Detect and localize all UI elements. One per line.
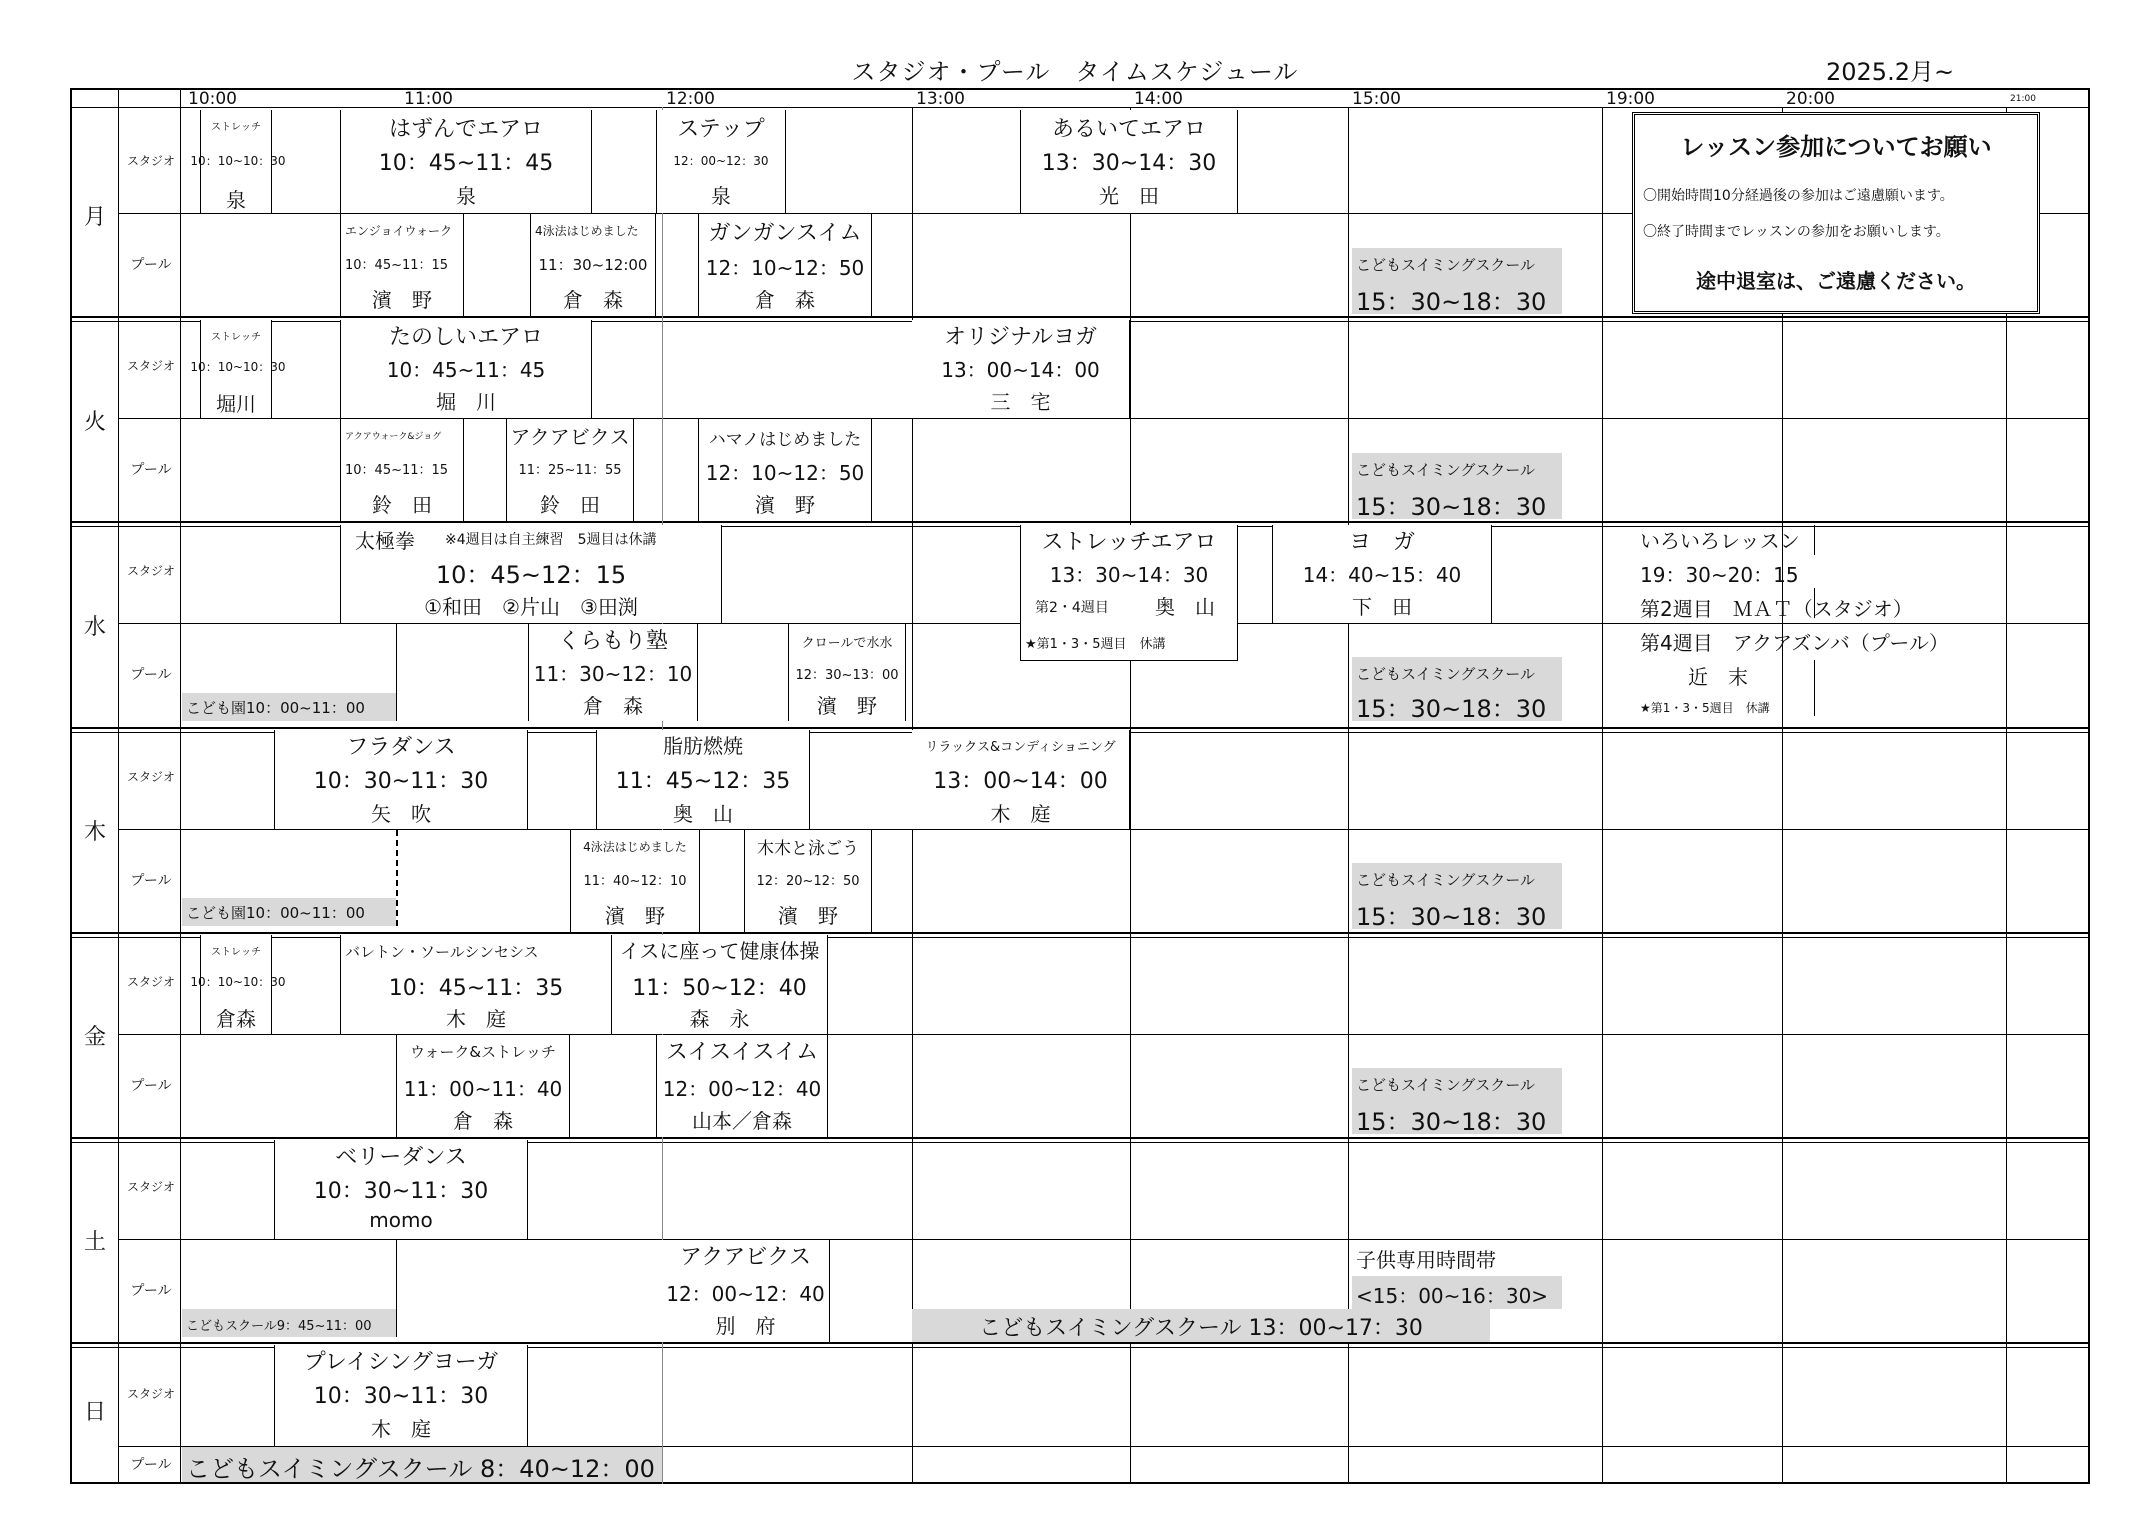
- class-block[interactable]: [698, 214, 872, 316]
- class-time: 10：30~11：30: [313, 1179, 489, 1204]
- class-name: イスに座って健康体操: [619, 939, 820, 963]
- class-block[interactable]: [1020, 110, 1238, 213]
- class-instructor: 泉: [711, 184, 731, 208]
- class-time: 12：30~13：00: [795, 668, 899, 683]
- class-time: 10：45~11：15: [345, 463, 449, 478]
- class-instructor: 堀 川: [436, 390, 496, 414]
- class-instructor: 木 庭: [446, 1007, 506, 1031]
- kids-school-block[interactable]: [1352, 657, 1562, 721]
- class-instructor: 濱 野: [605, 904, 665, 928]
- class-name: アクアウォーク&ジョグ: [345, 432, 442, 442]
- class-block[interactable]: [1020, 525, 1238, 661]
- class-time: [184, 971, 292, 991]
- class-block[interactable]: [340, 935, 612, 1034]
- kids-school-block[interactable]: [1352, 453, 1562, 519]
- class-week: 第2・4週目: [1035, 600, 1109, 616]
- time-label: 12:00: [666, 89, 715, 109]
- class-name: ストレッチ: [211, 332, 261, 343]
- kids-time-block[interactable]: [1352, 1276, 1562, 1309]
- class-time: <15：00~16：30>: [1356, 1284, 1549, 1308]
- day-wed: 水: [83, 615, 106, 640]
- time-label: 15:00: [1352, 89, 1401, 109]
- instructor-text: 堀川: [216, 392, 256, 416]
- class-instructor: 別 府: [715, 1314, 776, 1338]
- class-time: 10：45~11：45: [386, 358, 546, 382]
- class-time: 11：30~12:00: [538, 256, 648, 274]
- class-block[interactable]: [274, 730, 528, 829]
- time-label: 10:00: [188, 89, 237, 109]
- notice-line: 途中退室は、ご遠慮ください。: [1696, 269, 1976, 293]
- class-block[interactable]: [506, 419, 634, 521]
- kids-garden-block[interactable]: [182, 693, 396, 721]
- kids-school-block[interactable]: [1352, 1068, 1562, 1134]
- class-block[interactable]: [662, 1240, 830, 1342]
- class-name: スイスイスイム: [665, 1040, 819, 1065]
- class-instructor: 濱 野: [778, 904, 838, 928]
- row-label-studio: スタジオ: [126, 154, 175, 168]
- class-time: 19：30~20：15: [1640, 563, 1799, 587]
- class-week: 第4週目 アクアズンバ（プール）: [1640, 631, 1949, 655]
- kids-time-label: [1352, 1242, 1572, 1276]
- kids-school-block[interactable]: [912, 1309, 1490, 1342]
- row-label-studio: スタジオ: [126, 359, 175, 373]
- row-label-studio: スタジオ: [126, 564, 175, 578]
- class-block[interactable]: [788, 624, 906, 721]
- class-time: 11：30~12：10: [533, 662, 693, 686]
- class-instructor: 倉 森: [563, 288, 623, 312]
- class-name: いろいろレッスン: [1640, 529, 1800, 553]
- sub-col-rule: [180, 88, 181, 1484]
- class-time: 15：30~18：30: [1356, 903, 1547, 931]
- class-time-text: 10：10~10：30: [190, 360, 286, 374]
- class-time: [184, 150, 292, 170]
- class-time-text: 10：10~10：30: [190, 975, 286, 989]
- row-label-studio: スタジオ: [126, 770, 175, 784]
- class-instructor: 木 庭: [990, 802, 1051, 826]
- class-block[interactable]: [1272, 525, 1492, 623]
- class-time: 12：00~12：40: [662, 1077, 822, 1101]
- class-name: ストレッチエアロ: [1041, 530, 1217, 555]
- class-block[interactable]: [396, 1035, 570, 1137]
- class-time: 10：45~11：15: [345, 258, 449, 273]
- class-name: ヨ ガ: [1348, 530, 1415, 555]
- class-block[interactable]: [656, 110, 786, 213]
- kids-school-block[interactable]: [182, 1309, 396, 1337]
- class-instructor: [200, 1001, 272, 1029]
- class-name: エンジョイウォーク: [345, 224, 452, 238]
- class-block[interactable]: [698, 419, 872, 521]
- class-block[interactable]: [340, 419, 464, 521]
- class-time: 12：00~12：30: [673, 154, 769, 168]
- class-time: 15：30~18：30: [1356, 695, 1547, 723]
- class-block[interactable]: [570, 830, 700, 932]
- schedule-date: 2025.2月~: [1826, 58, 1955, 86]
- class-instructor: 光 田: [1099, 184, 1159, 208]
- class-block[interactable]: [340, 525, 722, 623]
- class-time: 12：10~12：50: [705, 461, 865, 485]
- notice-box: [1632, 112, 2040, 314]
- class-name: クロールで水水: [801, 636, 893, 651]
- class-block[interactable]: [530, 214, 656, 316]
- class-name: 子供専用時間帯: [1356, 1248, 1496, 1272]
- class-time: [184, 356, 292, 376]
- time-rule: [1602, 107, 1603, 1484]
- class-time: 11：45~12：35: [615, 769, 791, 794]
- divider: [1814, 525, 1815, 555]
- class-time: 13：30~14：30: [1049, 563, 1209, 587]
- class-name: くらもり塾: [557, 629, 668, 654]
- day-sun: 日: [83, 1400, 106, 1425]
- class-block[interactable]: [596, 730, 810, 829]
- time-label: 11:00: [404, 89, 453, 109]
- class-time-text: 10：10~10：30: [190, 154, 286, 168]
- row-label-pool: プール: [130, 462, 172, 478]
- class-time: 11：25~11：55: [518, 463, 622, 478]
- class-block[interactable]: [1636, 525, 2090, 721]
- class-name: ベリーダンス: [335, 1145, 467, 1170]
- class-block[interactable]: [528, 624, 698, 721]
- class-instructor: 鈴 田: [540, 493, 600, 517]
- class-name: こどもスイミングスクール 8：40~12：00: [186, 1455, 655, 1483]
- time-label: 14:00: [1134, 89, 1183, 109]
- class-instructor: 木 庭: [371, 1417, 431, 1441]
- class-block[interactable]: [274, 1140, 528, 1239]
- class-name: あるいてエアロ: [1051, 117, 1206, 142]
- time-label: 21:00: [2010, 94, 2036, 104]
- page-title: スタジオ・プール タイムスケジュール: [851, 58, 1299, 86]
- class-name: アクアビクス: [510, 425, 630, 449]
- time-label: 20:00: [1786, 89, 1835, 109]
- time-rule: [1348, 107, 1349, 1484]
- class-name: こどもスイミングスクール: [1356, 1076, 1535, 1094]
- class-name: 木木と泳ごう: [757, 839, 859, 859]
- notice-line: 〇開始時間10分経過後の参加はご遠慮願います。: [1643, 188, 1954, 204]
- class-block[interactable]: [274, 1345, 528, 1446]
- instructor-text: 泉: [226, 188, 246, 212]
- class-time: 10：30~11：30: [313, 769, 489, 794]
- class-instructor: 濱 野: [817, 694, 877, 718]
- class-block[interactable]: [612, 935, 828, 1034]
- class-time: 14：40~15：40: [1302, 563, 1462, 587]
- class-instructor: 矢 吹: [371, 802, 431, 826]
- class-name: こどもスイミングスクール: [1356, 461, 1535, 479]
- divider: [396, 830, 398, 926]
- class-instructor: 近 末: [1688, 665, 1748, 689]
- class-instructor: 山本／倉森: [692, 1109, 792, 1133]
- class-name: 4泳法はじめました: [583, 840, 687, 854]
- class-name: 脂肪燃焼: [663, 734, 743, 758]
- class-name: ストレッチ: [211, 947, 261, 958]
- class-time: 15：30~18：30: [1356, 493, 1547, 521]
- row-label-studio: スタジオ: [126, 1180, 175, 1194]
- class-name: こどもスイミングスクール: [1356, 665, 1535, 683]
- kids-school-block[interactable]: [1352, 863, 1562, 929]
- class-name: たのしいエアロ: [388, 325, 543, 350]
- day-col-rule: [118, 88, 119, 1484]
- class-name: 4泳法はじめました: [535, 224, 639, 238]
- class-time: 11：40~12：10: [583, 874, 687, 889]
- notice-line: 〇終了時間までレッスンの参加をお願いします。: [1643, 224, 1950, 240]
- class-name: はずんでエアロ: [388, 117, 543, 142]
- class-name: バレトン・ソールシンセシス: [345, 943, 539, 961]
- class-name: ウォーク&ストレッチ: [410, 1043, 556, 1061]
- class-time: 13：00~14：00: [933, 769, 1108, 794]
- class-name: こども園10：00~11：00: [186, 699, 365, 717]
- class-instructor: momo: [369, 1208, 433, 1232]
- time-rule: [1130, 107, 1131, 1484]
- class-name: ガンガンスイム: [708, 221, 862, 246]
- class-name: こどもスイミングスクール: [1356, 871, 1535, 889]
- class-time: 11：00~11：40: [403, 1077, 563, 1101]
- class-instructor: 三 宅: [990, 390, 1051, 414]
- class-name: 太極拳: [355, 529, 415, 553]
- class-name: こどもスイミングスクール 13：00~17：30: [979, 1316, 1423, 1341]
- day-thu: 木: [83, 820, 106, 845]
- row-label-pool: プール: [130, 1457, 172, 1473]
- class-time: 13：30~14：30: [1041, 151, 1217, 176]
- class-time: 12：00~12：40: [666, 1282, 825, 1306]
- row-label-pool: プール: [130, 667, 172, 683]
- class-note: ※4週目は自主練習 5週目は休講: [445, 532, 657, 548]
- class-instructor: ①和田 ②片山 ③田渕: [424, 595, 638, 619]
- class-block[interactable]: [340, 320, 592, 418]
- day-mon: 月: [83, 205, 106, 230]
- class-time: 15：30~18：30: [1356, 288, 1547, 316]
- row-label-studio: スタジオ: [126, 1387, 175, 1401]
- row-label-pool: プール: [130, 257, 172, 273]
- class-time: 13：00~14：00: [941, 358, 1100, 382]
- class-note: ★第1・3・5週目 休講: [1640, 701, 1770, 715]
- class-block[interactable]: [744, 830, 872, 932]
- class-instructor: 濱 野: [372, 288, 432, 312]
- class-block[interactable]: [340, 110, 592, 213]
- day-fri: 金: [83, 1025, 106, 1050]
- divider: [1814, 660, 1815, 716]
- class-instructor: 倉 森: [583, 694, 643, 718]
- row-label-pool: プール: [130, 873, 172, 889]
- class-time: 10：45~11：35: [388, 976, 564, 1001]
- class-name: こども園10：00~11：00: [186, 904, 365, 922]
- class-block[interactable]: [340, 214, 464, 316]
- divider: [396, 1240, 397, 1337]
- instructor-text: 倉森: [216, 1007, 256, 1031]
- class-instructor: 鈴 田: [372, 493, 432, 517]
- kids-garden-block[interactable]: [182, 898, 396, 926]
- row-label-pool: プール: [130, 1283, 172, 1299]
- class-instructor: 濱 野: [755, 493, 815, 517]
- class-instructor: 倉 森: [453, 1109, 513, 1133]
- class-time: 10：45~12：15: [435, 561, 627, 589]
- time-label: 19:00: [1606, 89, 1655, 109]
- divider: [1814, 588, 1815, 618]
- class-time: 10：45~11：45: [378, 151, 554, 176]
- class-name: アクアビクス: [679, 1245, 812, 1270]
- class-instructor: [200, 182, 272, 210]
- class-instructor: 奥 山: [1155, 595, 1215, 619]
- row-label-studio: スタジオ: [126, 975, 175, 989]
- class-name: こどもスイミングスクール: [1356, 256, 1535, 274]
- class-instructor: 森 永: [689, 1007, 750, 1031]
- divider: [396, 624, 397, 721]
- notice-title: レッスン参加についてお願い: [1680, 133, 1992, 161]
- time-label: 13:00: [916, 89, 965, 109]
- class-instructor: 倉 森: [755, 288, 815, 312]
- kids-school-block[interactable]: [1352, 248, 1562, 314]
- class-time: 12：10~12：50: [705, 256, 865, 280]
- class-name: ハマノはじめました: [708, 430, 862, 450]
- class-week: 第2週目 ＭＡＴ（スタジオ）: [1640, 597, 1913, 621]
- day-sat: 土: [83, 1230, 106, 1255]
- class-name: プレイシングヨーガ: [303, 1350, 499, 1375]
- class-time: 15：30~18：30: [1356, 1108, 1547, 1136]
- class-name: ステップ: [677, 117, 765, 142]
- row-rule: [118, 829, 2090, 830]
- class-time: 12：20~12：50: [756, 874, 860, 889]
- class-name: オリジナルヨガ: [944, 325, 1097, 350]
- class-note: ★第1・3・5週目 休講: [1025, 637, 1166, 652]
- row-rule: [118, 1239, 2090, 1240]
- class-instructor: 奥 山: [673, 802, 733, 826]
- class-name: こどもスクール9：45~11：00: [186, 1319, 372, 1334]
- class-instructor: 下 田: [1352, 595, 1412, 619]
- class-instructor: 泉: [456, 184, 476, 208]
- class-block[interactable]: [656, 1035, 828, 1137]
- class-block[interactable]: [912, 320, 1130, 418]
- class-time: 10：30~11：30: [313, 1384, 489, 1409]
- class-name: リラックス&コンディショニング: [925, 740, 1116, 755]
- class-block[interactable]: [912, 730, 1130, 829]
- row-label-pool: プール: [130, 1078, 172, 1094]
- class-name: フラダンス: [346, 735, 456, 760]
- day-tue: 火: [83, 410, 106, 435]
- class-time: 11：50~12：40: [632, 976, 807, 1001]
- kids-school-block[interactable]: [182, 1447, 662, 1482]
- class-name: ストレッチ: [211, 122, 261, 133]
- class-instructor: [200, 386, 272, 414]
